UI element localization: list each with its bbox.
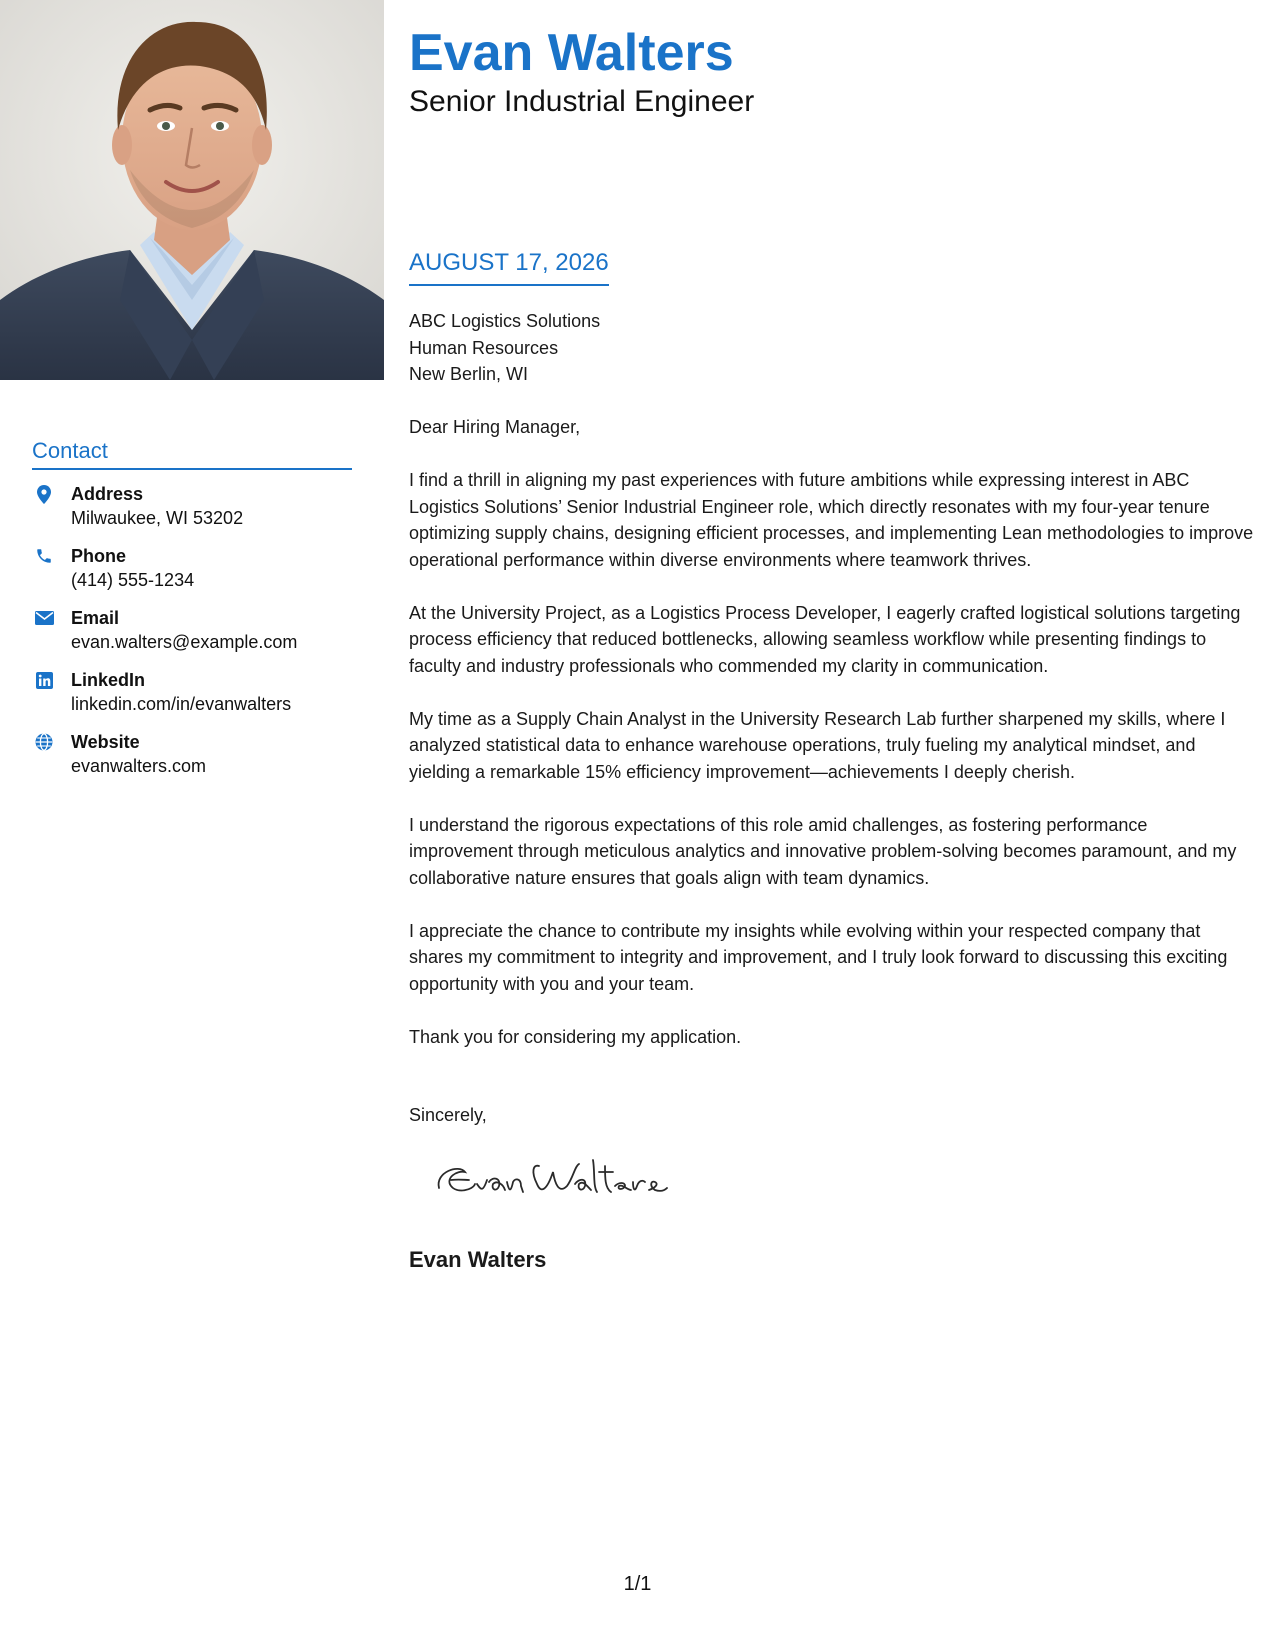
linkedin-label: LinkedIn xyxy=(71,670,146,690)
body-paragraph: I appreciate the chance to contribute my insights while evolving within your respected company that shares my commitment to integrity and improvement, and I truly look forward to discussing this exciting opportunity with you and your team. xyxy=(409,920,1228,994)
letter-body xyxy=(409,414,1254,1077)
body-paragraph: At the University Project, as a Logistics Process Developer, I eagerly crafted logistical solutions targeting process efficiency that reduced bottlenecks, allowing seamless workflow while presenting findings to faculty and industry professionals who commended my clarity in communication. xyxy=(409,602,1241,676)
contact-section xyxy=(32,438,352,792)
thank-you-line: Thank you for considering my application. xyxy=(409,1026,742,1047)
contact-item-email xyxy=(32,606,352,654)
applicant-job-title: Senior Industrial Engineer xyxy=(409,85,755,118)
phone-value[interactable]: (414) 555-1234 xyxy=(71,570,195,590)
email-label: Email xyxy=(71,608,120,628)
location-pin-icon xyxy=(34,484,54,504)
handwritten-signature xyxy=(429,1150,669,1210)
phone-icon xyxy=(34,546,54,566)
linkedin-icon xyxy=(34,670,54,690)
page-number: 1/1 xyxy=(623,1573,652,1595)
contact-item-address xyxy=(32,482,352,530)
profile-photo xyxy=(0,0,384,380)
contact-item-website xyxy=(32,730,352,778)
linkedin-value[interactable]: linkedin.com/in/evanwalters xyxy=(71,694,292,714)
body-paragraph: My time as a Supply Chain Analyst in the University Research Lab further sharpened my skills, where I analyzed statistical data to enhance warehouse operations, truly fueling my analytical mindset, and yielding a remarkable 15% efficiency improvement—achievements I deeply cherish. xyxy=(409,708,1226,782)
website-label: Website xyxy=(71,732,140,752)
recipient-department: Human Resources xyxy=(409,337,559,358)
address-label: Address xyxy=(71,484,144,504)
recipient-company: ABC Logistics Solutions xyxy=(409,311,601,331)
globe-icon xyxy=(34,732,54,752)
applicant-name: Evan Walters xyxy=(409,24,734,82)
contact-heading: Contact xyxy=(32,438,352,470)
phone-label: Phone xyxy=(71,546,127,566)
website-value[interactable]: evanwalters.com xyxy=(71,756,207,776)
recipient-block xyxy=(409,308,600,388)
address-value: Milwaukee, WI 53202 xyxy=(71,508,244,528)
closing-line: Sincerely, xyxy=(409,1105,487,1125)
portrait-illustration xyxy=(0,0,384,380)
recipient-location: New Berlin, WI xyxy=(409,364,529,384)
body-paragraph: I understand the rigorous expectations of this role amid challenges, as fostering performance improvement through meticulous analytics and innovative problem-solving becomes paramount, and my collaborative nature ensures that goals align with team dynamics. xyxy=(409,814,1237,888)
letter-date: AUGUST 17, 2026 xyxy=(409,248,609,286)
email-value[interactable]: evan.walters@example.com xyxy=(71,632,298,652)
signer-name: Evan Walters xyxy=(409,1247,547,1272)
body-paragraph: I find a thrill in aligning my past experiences with future ambitions while expressing interest in ABC Logistics Solutions’ Senior Industrial Engineer role, which directly resonates with my four-year tenure optimizing supply chains, designing efficient processes, and implementing Lean methodologies to improve operational performance within diverse environments where teamwork thrives. xyxy=(409,470,1254,570)
email-icon xyxy=(34,608,54,628)
contact-item-linkedin xyxy=(32,668,352,716)
contact-item-phone xyxy=(32,544,352,592)
greeting: Dear Hiring Manager, xyxy=(409,417,581,437)
